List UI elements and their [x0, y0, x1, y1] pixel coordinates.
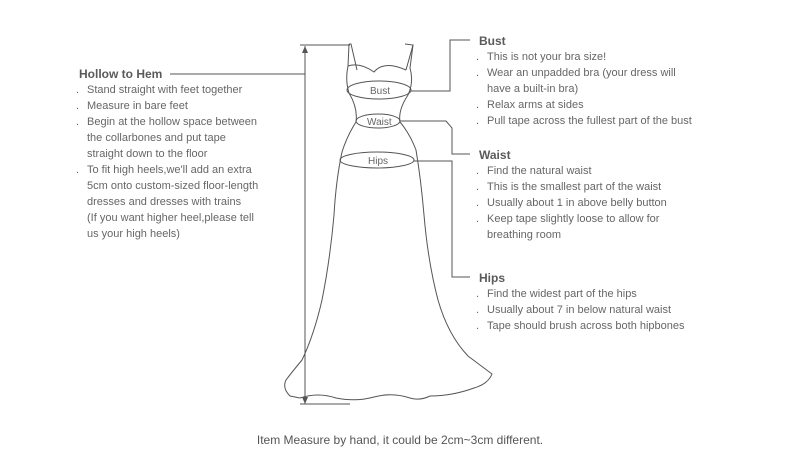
hollow-to-hem-item-cont: dresses and dresses with trains [87, 196, 242, 208]
hollow-to-hem-item-cont: (If you want higher heel,please tell [87, 212, 254, 224]
hollow-to-hem-item-cont: straight down to the floor [87, 148, 208, 160]
arrow-down-icon [302, 397, 308, 404]
hollow-to-hem-item: . Begin at the hollow space between [76, 116, 258, 128]
diagram-label-waist: Waist [367, 117, 392, 128]
measurement-footnote: Item Measure by hand, it could be 2cm~3cm different. [256, 433, 544, 447]
hips-item: . Tape should brush across both hipbones [476, 320, 685, 332]
waist-item: . Keep tape slightly loose to allow for [476, 213, 660, 225]
waist-item-cont: breathing room [487, 229, 561, 241]
hollow-to-hem-heading: Hollow to Hem [79, 67, 163, 81]
bust-heading: Bust [479, 34, 506, 48]
hollow-to-hem-measure-line [300, 45, 350, 404]
diagram-label-bust: Bust [370, 86, 391, 97]
bust-item: . Pull tape across the fullest part of the bust [476, 115, 692, 127]
bust-item: . Wear an unpadded bra (your dress will [476, 67, 676, 79]
arrow-up-icon [302, 46, 308, 53]
hips-heading: Hips [479, 271, 506, 285]
hollow-to-hem-item: . To fit high heels,we'll add an extra [76, 164, 252, 176]
waist-item: . Usually about 1 in above belly button [476, 197, 667, 209]
hollow-to-hem-item-cont: us your high heels) [87, 228, 180, 240]
diagram-label-hips: Hips [368, 156, 389, 167]
hips-leader [414, 161, 470, 277]
bust-leader [411, 40, 470, 91]
hips-item: . Usually about 7 in below natural waist [476, 304, 672, 316]
waist-heading: Waist [479, 148, 511, 162]
bust-item: . Relax arms at sides [476, 99, 584, 111]
hollow-to-hem-item-cont: 5cm onto custom-sized floor-length [87, 180, 259, 192]
hips-item: . Find the widest part of the hips [476, 288, 637, 300]
bust-item: . This is not your bra size! [476, 51, 607, 63]
hollow-to-hem-item: . Stand straight with feet together [76, 84, 243, 96]
hollow-to-hem-item: . Measure in bare feet [76, 100, 188, 112]
bust-item-cont: have a built-in bra) [487, 83, 579, 95]
dress-outline [285, 44, 492, 400]
waist-item: . Find the natural waist [476, 165, 592, 177]
waist-item: . This is the smallest part of the waist [476, 181, 662, 193]
hollow-to-hem-item-cont: the collarbones and put tape [87, 132, 226, 144]
